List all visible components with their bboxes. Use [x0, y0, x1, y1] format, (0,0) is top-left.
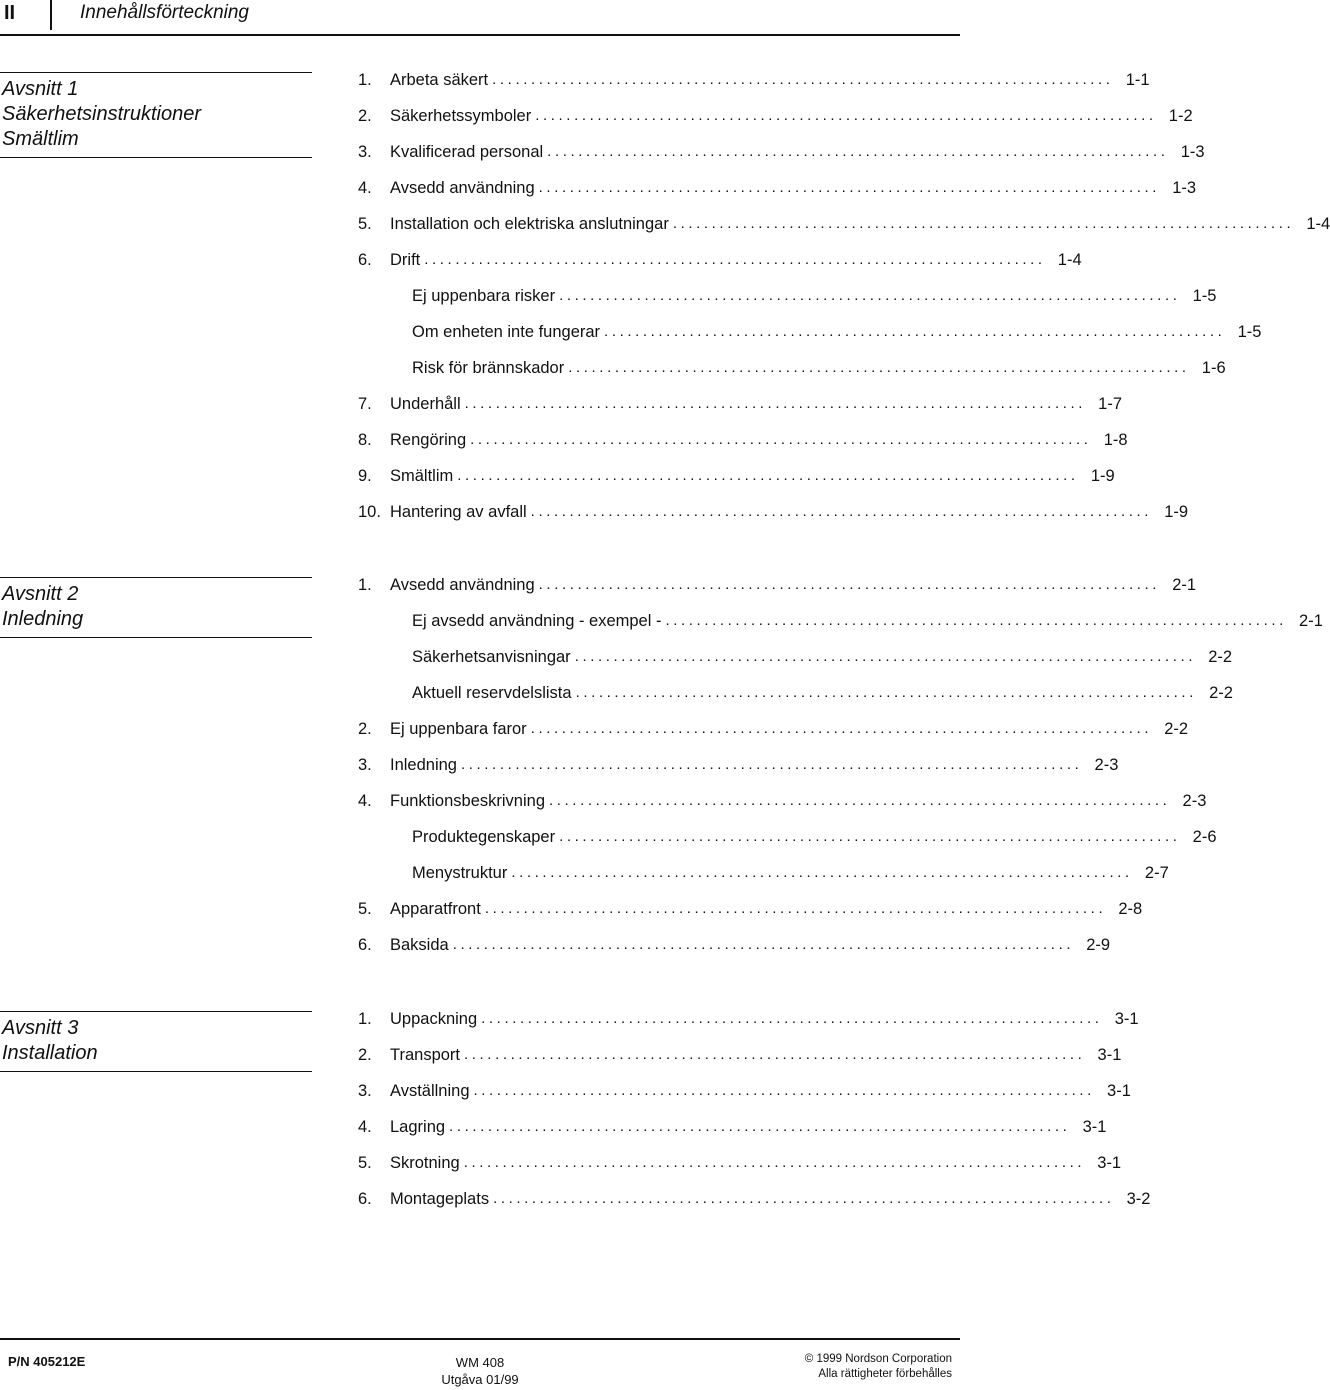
dot-leader: ................................................................................ — [604, 323, 1226, 340]
dot-leader: ................................................................................ — [493, 1190, 1115, 1207]
toc-entry-label: Lagring — [390, 1118, 446, 1136]
toc-entry-label: Funktionsbeskrivning — [390, 792, 545, 810]
toc-entry-page: 2-2 — [1209, 684, 1233, 702]
toc-entry-page: 1-7 — [1098, 395, 1123, 413]
dot-leader: ................................................................................ — [457, 467, 1079, 484]
toc-entry-number: 7. — [358, 395, 372, 413]
toc-entry-page: 3-1 — [1097, 1154, 1122, 1172]
toc-entry-label: Om enheten inte fungerar — [412, 323, 601, 341]
toc-entry-number: 3. — [358, 143, 372, 161]
dot-leader: ................................................................................ — [568, 359, 1190, 376]
dot-leader: ................................................................................ — [538, 576, 1161, 593]
toc-entry[interactable] — [358, 502, 1189, 538]
toc-entry-label: Avsedd användning — [390, 179, 535, 197]
toc-entry-number: 6. — [358, 251, 372, 269]
toc-entry[interactable] — [358, 1117, 1107, 1153]
toc-entry-label: Montageplats — [390, 1190, 490, 1208]
toc-entry-page: 2-3 — [1094, 756, 1119, 774]
section-heading — [0, 1011, 312, 1072]
toc-entry-page: 1-3 — [1180, 143, 1205, 161]
toc-entry-label: Uppackning — [390, 1010, 478, 1028]
toc-entry-number: 5. — [358, 215, 372, 233]
header-rule — [0, 34, 960, 36]
toc-entry-number: 5. — [358, 1154, 372, 1172]
toc-entry-number: 4. — [358, 1118, 372, 1136]
toc-entry-number: 9. — [358, 467, 372, 485]
toc-entry-number: 5. — [358, 900, 372, 918]
toc-entry-page: 1-4 — [1057, 251, 1082, 269]
toc-entry-page: 2-1 — [1172, 576, 1197, 594]
toc-entry[interactable] — [358, 899, 1143, 935]
toc-entry[interactable] — [358, 611, 1323, 647]
toc-entry-label: Ej uppenbara faror — [390, 720, 527, 738]
toc-entry-page: 2-7 — [1144, 864, 1169, 882]
toc-entry[interactable] — [358, 70, 1150, 106]
toc-entry-page: 2-2 — [1164, 720, 1189, 738]
toc-entry-page: 1-5 — [1237, 323, 1262, 341]
toc-entry-number: 2. — [358, 107, 372, 125]
toc-entry-label: Risk för brännskador — [412, 359, 565, 377]
toc-list — [358, 1009, 1151, 1225]
toc-entry-label: Apparatfront — [390, 900, 481, 918]
toc-entry-page: 1-9 — [1090, 467, 1115, 485]
toc-entry-page: 1-3 — [1172, 179, 1197, 197]
toc-entry[interactable] — [358, 286, 1217, 322]
dot-leader: ................................................................................ — [559, 287, 1181, 304]
toc-entry[interactable] — [358, 214, 1330, 250]
dot-leader: ................................................................................ — [549, 792, 1171, 809]
toc-entry-page: 2-3 — [1182, 792, 1207, 810]
toc-entry-label: Säkerhetsanvisningar — [412, 648, 571, 666]
dot-leader: ................................................................................ — [530, 720, 1153, 737]
section-heading-line: Avsnitt 3 — [2, 1017, 79, 1039]
page-number: II — [4, 2, 16, 24]
toc-entry[interactable] — [358, 575, 1197, 611]
dot-leader: ................................................................................ — [559, 828, 1181, 845]
dot-leader: ................................................................................ — [492, 71, 1114, 88]
toc-entry-number: 6. — [358, 936, 372, 954]
dot-leader: ................................................................................ — [530, 503, 1153, 520]
header-divider — [50, 0, 52, 30]
toc-entry-page: 1-5 — [1192, 287, 1217, 305]
doc-code: WM 408 — [455, 1355, 505, 1370]
footer-right — [805, 1352, 952, 1382]
section-heading — [0, 577, 312, 638]
toc-entry-label: Drift — [390, 251, 421, 269]
toc-entry-page: 1-9 — [1164, 503, 1189, 521]
dot-leader: ................................................................................ — [481, 1010, 1103, 1027]
section-heading-line: Avsnitt 2 — [2, 583, 79, 605]
dot-leader: ................................................................................ — [511, 864, 1133, 881]
toc-entry[interactable] — [358, 178, 1197, 214]
section-heading-line: Inledning — [2, 608, 84, 630]
toc-entry-label: Produktegenskaper — [412, 828, 556, 846]
toc-entry[interactable] — [358, 466, 1115, 502]
dot-leader: ................................................................................ — [574, 648, 1197, 665]
toc-entry-number: 1. — [358, 576, 372, 594]
dot-leader: ................................................................................ — [464, 395, 1087, 412]
page-footer — [0, 1338, 960, 1390]
toc-entry-page: 2-2 — [1208, 648, 1233, 666]
toc-list — [358, 575, 1323, 971]
toc-entry-label: Transport — [390, 1046, 460, 1064]
toc-entry-page: 1-6 — [1201, 359, 1226, 377]
toc-list — [358, 70, 1330, 538]
toc-entry-number: 4. — [358, 179, 372, 197]
toc-entry-label: Hantering av avfall — [390, 503, 527, 521]
section-heading-line: Säkerhetsinstruktioner — [2, 103, 201, 125]
toc-entry-label: Säkerhetssymboler — [390, 107, 532, 125]
dot-leader: ................................................................................ — [538, 179, 1161, 196]
toc-entry-number: 1. — [358, 71, 372, 89]
toc-entry-page: 3-1 — [1082, 1118, 1107, 1136]
toc-entry[interactable] — [358, 1153, 1122, 1189]
toc-entry-number: 4. — [358, 792, 372, 810]
toc-entry[interactable] — [358, 647, 1233, 683]
toc-entry-page: 1-1 — [1125, 71, 1150, 89]
toc-entry[interactable] — [358, 250, 1082, 286]
toc-entry-number: 8. — [358, 431, 372, 449]
dot-leader: ................................................................................ — [460, 756, 1083, 773]
toc-entry[interactable] — [358, 935, 1111, 971]
toc-entry[interactable] — [358, 863, 1169, 899]
footer-rule — [0, 1338, 960, 1340]
toc-entry-page: 2-9 — [1086, 936, 1111, 954]
toc-entry[interactable] — [358, 394, 1123, 430]
toc-entry-number: 2. — [358, 720, 372, 738]
toc-entry-label: Installation och elektriska anslutningar — [390, 215, 669, 233]
toc-entry-number: 10. — [358, 503, 381, 521]
toc-entry-number: 6. — [358, 1190, 372, 1208]
dot-leader: ................................................................................ — [535, 107, 1157, 124]
toc-entry-page: 3-2 — [1126, 1190, 1151, 1208]
toc-entry-label: Menystruktur — [412, 864, 508, 882]
footer-center — [380, 1354, 580, 1388]
toc-entry-page: 3-1 — [1097, 1046, 1122, 1064]
dot-leader: ................................................................................ — [449, 1118, 1071, 1135]
toc-entry-label: Inledning — [390, 756, 457, 774]
section-heading-line: Installation — [2, 1042, 98, 1064]
toc-entry-page: 1-8 — [1103, 431, 1128, 449]
section-heading-line: Avsnitt 1 — [2, 78, 79, 100]
toc-entry-page: 2-8 — [1118, 900, 1143, 918]
toc-entry-label: Ej avsedd användning - exempel - — [412, 612, 662, 630]
part-number: P/N 405212E — [8, 1354, 86, 1369]
toc-entry[interactable] — [358, 791, 1207, 827]
toc-entry-label: Ej uppenbara risker — [412, 287, 556, 305]
toc-entry-number: 3. — [358, 1082, 372, 1100]
page-title: Innehållsförteckning — [80, 2, 249, 23]
toc-entry[interactable] — [358, 1081, 1131, 1117]
dot-leader: ................................................................................ — [484, 900, 1107, 917]
dot-leader: ................................................................................ — [452, 936, 1075, 953]
toc-entry-label: Smältlim — [390, 467, 454, 485]
edition: Utgåva 01/99 — [441, 1372, 519, 1387]
rights: Alla rättigheter förbehålles — [818, 1368, 952, 1380]
toc-entry-label: Rengöring — [390, 431, 467, 449]
toc-entry-page: 1-4 — [1306, 215, 1330, 233]
toc-entry-page: 3-1 — [1114, 1010, 1139, 1028]
toc-entry-label: Avställning — [390, 1082, 470, 1100]
toc-entry-number: 3. — [358, 756, 372, 774]
toc-entry[interactable] — [358, 755, 1119, 791]
toc-entry-label: Kvalificerad personal — [390, 143, 544, 161]
toc-entry[interactable] — [358, 1009, 1139, 1045]
dot-leader: ................................................................................ — [424, 251, 1046, 268]
toc-entry[interactable] — [358, 430, 1128, 466]
section-heading — [0, 72, 312, 158]
toc-entry-label: Arbeta säkert — [390, 71, 489, 89]
toc-entry[interactable] — [358, 142, 1205, 178]
toc-entry[interactable] — [358, 322, 1262, 358]
toc-entry-label: Aktuell reservdelslista — [412, 684, 572, 702]
toc-entry[interactable] — [358, 1045, 1122, 1081]
dot-leader: ................................................................................ — [547, 143, 1169, 160]
toc-entry[interactable] — [358, 358, 1226, 394]
toc-entry-page: 2-1 — [1299, 612, 1323, 630]
dot-leader: ................................................................................ — [463, 1154, 1086, 1171]
toc-entry-page: 3-1 — [1107, 1082, 1131, 1100]
copyright: © 1999 Nordson Corporation — [804, 1353, 952, 1365]
toc-entry-page: 1-2 — [1168, 107, 1193, 125]
toc-entry-label: Baksida — [390, 936, 449, 954]
dot-leader: ................................................................................ — [470, 431, 1092, 448]
toc-entry-number: 2. — [358, 1046, 372, 1064]
toc-entry-label: Skrotning — [390, 1154, 460, 1172]
dot-leader: ................................................................................ — [464, 1046, 1086, 1063]
section-heading-line: Smältlim — [2, 128, 79, 150]
toc-entry-page: 2-6 — [1192, 828, 1217, 846]
toc-entry[interactable] — [358, 827, 1217, 863]
toc-entry-number: 1. — [358, 1010, 372, 1028]
toc-entry[interactable] — [358, 1189, 1151, 1225]
toc-entry[interactable] — [358, 106, 1193, 142]
toc-entry[interactable] — [358, 683, 1233, 719]
dot-leader: ................................................................................ — [473, 1082, 1095, 1099]
toc-entry[interactable] — [358, 719, 1189, 755]
toc-entry-label: Underhåll — [390, 395, 461, 413]
dot-leader: ................................................................................ — [665, 612, 1287, 629]
page-header — [0, 0, 960, 36]
dot-leader: ................................................................................ — [672, 215, 1295, 232]
toc-entry-label: Avsedd användning — [390, 576, 535, 594]
dot-leader: ................................................................................ — [575, 684, 1197, 701]
